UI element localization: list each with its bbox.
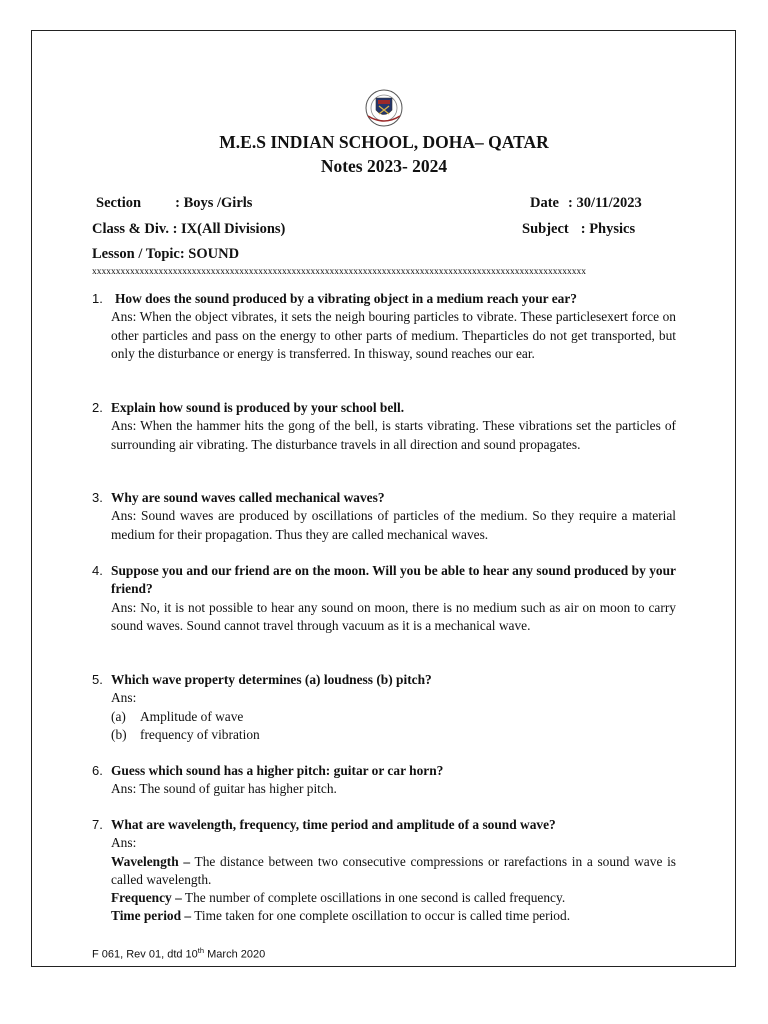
list-item [92,708,676,726]
date-label: Date [530,195,559,211]
question-text [92,399,676,417]
school-title: M.E.S INDIAN SCHOOL, DOHA– QATAR [219,132,549,152]
answer-text: Ans: The sound of guitar has higher pitch. [111,781,337,797]
class-label: Class & Div. : [92,221,178,237]
question-number: 5. [92,672,103,687]
definition-term: Frequency – [111,890,182,906]
list-marker: (b) [111,726,127,742]
question-block-7 [92,816,676,926]
list-item [92,726,676,744]
question-number: 6. [92,763,103,778]
question-block-4 [92,562,676,635]
school-crest-logo [356,86,412,130]
definition-term: Time period – [111,908,192,924]
question-label: Explain how sound is produced by your school bell. [111,400,405,415]
lesson-value: SOUND [188,246,240,262]
question-block-2 [92,399,676,454]
question-number: 4. [92,563,103,578]
subject-field [522,221,635,238]
answer-text: Ans: No, it is not possible to hear any sound on moon, there is no medium such as air on moon to carry sound waves. Sound cannot travel through vacuum as it is a mechanical wave. [111,599,676,633]
question-label: How does the sound produced by a vibrating object in a medium reach your ear? [115,291,578,306]
class-field [92,221,285,238]
lesson-field [92,246,239,263]
question-text [92,671,676,689]
question-number: 1. [92,291,103,306]
form-footer [92,946,265,961]
answer-text: Ans: [111,835,137,851]
list-item-text: Amplitude of wave [140,708,244,724]
definition-term: Wavelength – [111,853,191,869]
section-field [96,195,252,212]
question-block-6 [92,762,676,799]
answer-text: Ans: When the object vibrates, it sets the neigh bouring particles to vibrate. These particlesexert force on other particles and pass on the energy to other parts of medium. Theparticles do not get transported, but only the disturbance or energy is transferred. In thisway, sound reaches our ear. [111,309,676,361]
footer-code: F 061, Rev 01, dtd 10 [92,948,198,961]
footer-superscript: th [197,946,205,955]
class-value: IX(All Divisions) [181,221,286,237]
question-text [92,816,676,834]
question-block-5 [92,671,676,744]
question-label: Guess which sound has a higher pitch: guitar or car horn? [111,763,444,778]
question-number: 7. [92,817,103,832]
list-marker: (a) [111,708,126,724]
question-label: Suppose you and our friend are on the moon. Will you be able to hear any sound produced by your friend? [111,563,676,597]
answer-text: Ans: [111,690,137,706]
date-value: : 30/11/2023 [568,195,642,211]
question-label: Which wave property determines (a) loudness (b) pitch? [111,672,432,687]
question-label: What are wavelength, frequency, time period and amplitude of a sound wave? [111,817,556,832]
answer-text: Ans: Sound waves are produced by oscillations of particles of the medium. So they require a material medium for their propagation. Thus they are called mechanical waves. [111,508,676,542]
question-number: 3. [92,490,103,505]
separator-line: xxxxxxxxxxxxxxxxxxxxxxxxxxxxxxxxxxxxxxxxxxxxxxxxxxxxxxxxxxxxxxxxxxxxxxxxxxxxxxxxxxxxxxxxxxxxxxxxxxxxxxxx [92,267,586,277]
subject-value: : Physics [580,221,636,237]
answer-text: Ans: When the hammer hits the gong of the bell, is starts vibrating. These vibrations set the particles of surrounding air vibrating. The disturbance travels in all direction and sound propagates. [111,418,676,452]
date-field [530,195,642,212]
question-number: 2. [92,400,103,415]
definition-text: Time taken for one complete oscillation to occur is called time period. [191,908,571,924]
section-label: Section [96,195,142,211]
definition-time-period [92,907,676,925]
section-value: : Boys /Girls [175,195,253,211]
question-block-3 [92,489,676,544]
notes-year: Notes 2023- 2024 [320,156,448,176]
lesson-label: Lesson / Topic: [92,246,185,262]
question-text [92,489,676,507]
definition-text: The distance between two consecutive compressions or rarefactions in a sound wave is called wavelength. [111,853,676,887]
question-block-1 [92,290,676,363]
question-text [92,290,676,308]
question-text [92,562,676,599]
list-item-text: frequency of vibration [140,726,260,742]
definition-wavelength [92,853,676,890]
definition-text: The number of complete oscillations in one second is called frequency. [181,890,566,906]
footer-date: March 2020 [204,948,266,961]
subject-label: Subject [522,221,569,237]
definition-frequency [92,889,676,907]
question-text [92,762,676,780]
question-label: Why are sound waves called mechanical waves? [111,490,385,505]
